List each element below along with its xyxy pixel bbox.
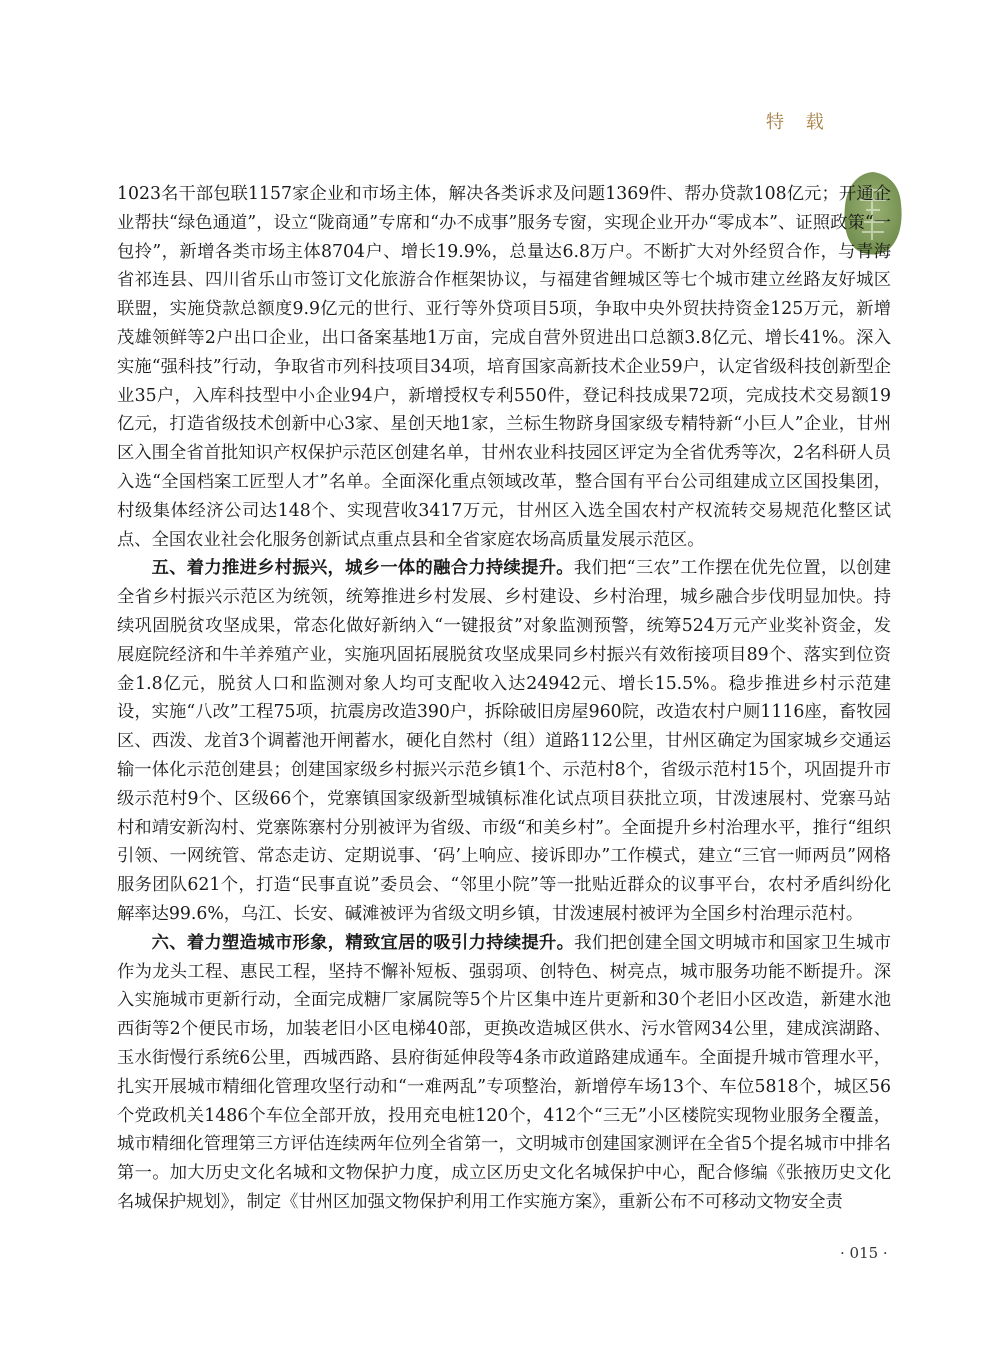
article-body [117, 180, 891, 1217]
section-label: 特 载 [766, 112, 832, 133]
paragraph-text: 我们把“三农”工作摆在优先位置，以创建全省乡村振兴示范区为统领，统筹推进乡村发展、乡村建设、乡村治理，城乡融合步伐明显加快。持续巩固脱贫攻坚成果，常态化做好新纳入“一键报贫”对象监测预警，统筹524万元产业奖补资金，发展庭院经济和牛羊养殖产业，实施巩固拓展脱贫攻坚成果同乡村振兴有效衔接项目89个、落实到位资金1.8亿元，脱贫人口和监测对象人均可支配收入达24942元、增长15.5%。稳步推进乡村示范建设，实施“八改”工程75项，抗震房改造390户，拆除破旧房屋960院，改造农村户厕1116座，畜牧园区、西泼、龙首3个调蓄池开闸蓄水，硬化自然村（组）道路112公里，甘州区确定为国家城乡交通运输一体化示范创建县；创建国家级乡村振兴示范乡镇1个、示范村8个，省级示范村15个，巩固提升市级示范村9个、区级66个，党寨镇国家级新型城镇标准化试点项目获批立项，甘泼速展村、党寨马站村和靖安新沟村、党寨陈寨村分别被评为省级、市级“和美乡村”。全面提升乡村治理水平，推行“组织引领、一网统管、常态走访、定期说事、‘码’上响应、接诉即办”工作模式，建立“三官一师两员”网格服务团队621个，打造“民事直说”委员会、“邻里小院”等一批贴近群众的议事平台，农村矛盾纠纷化解率达99.6%，乌江、长安、碱滩被评为省级文明乡镇，甘泼速展村被评为全国乡村治理示范村。 [117, 558, 891, 924]
paragraph-lead: 六、着力塑造城市形象，精致宜居的吸引力持续提升。 [151, 932, 575, 953]
paragraph-1 [117, 180, 891, 554]
paragraph-text: 我们把创建全国文明城市和国家卫生城市作为龙头工程、惠民工程，坚持不懈补短板、强弱项、创特色、树亮点，城市服务功能不断提升。深入实施城市更新行动，全面完成糖厂家属院等5个片区集中连片更新和30个老旧小区改造，新建水池西街等2个便民市场，加装老旧小区电梯40部，更换改造城区供水、污水管网34公里，建成滨湖路、玉水街慢行系统6公里，西城西路、县府街延伸段等4条市政道路建成通车。全面提升城市管理水平，扎实开展城市精细化管理攻坚行动和“一难两乱”专项整治，新增停车场13个、车位5818个，城区56个党政机关1486个车位全部开放，投用充电桩120个，412个“三无”小区楼院实现物业服务全覆盖，城市精细化管理第三方评估连续两年位列全省第一，文明城市创建国家测评在全省5个提名城市中排名第一。加大历史文化名城和文物保护力度，成立区历史文化名城保护中心，配合修编《张掖历史文化名城保护规划》，制定《甘州区加强文物保护利用工作实施方案》，重新公布不可移动文物安全责 [117, 932, 891, 1212]
paragraph-lead: 五、着力推进乡村振兴，城乡一体的融合力持续提升。 [151, 558, 574, 579]
paragraph-text: 1023名干部包联1157家企业和市场主体，解决各类诉求及问题1369件、帮办贷款108亿元；开通企业帮扶“绿色通道”，设立“陇商通”专席和“办不成事”服务专窗，实现企业开办“零成本”、证照政策“一包拎”，新增各类市场主体8704户、增长19.9%，总量达6.8万户。不断扩大对外经贸合作，与青海省祁连县、四川省乐山市签订文化旅游合作框架协议，与福建省鲤城区等七个城市建立丝路友好城区联盟，实施贷款总额度9.9亿元的世行、亚行等外贷项目5项，争取中央外贸扶持资金125万元，新增茂雄领鲜等2户出口企业，出口备案基地1万亩，完成自营外贸进出口总额3.8亿元、增长41%。深入实施“强科技”行动，争取省市列科技项目34项，培育国家高新技术企业59户，认定省级科技创新型企业35户，入库科技型中小企业94户，新增授权专利550件，登记科技成果72项，完成技术交易额19亿元，打造省级技术创新中心3家、星创天地1家，兰标生物跻身国家级专精特新“小巨人”企业，甘州区入围全省首批知识产权保护示范区创建名单，甘州农业科技园区评定为全省优秀等次，2名科研人员入选“全国档案工匠型人才”名单。全面深化重点领域改革，整合国有平台公司组建成立区国投集团，村级集体经济公司达148个、实现营收3417万元，甘州区入选全国农村产权流转交易规范化整区试点、全国农业社会化服务创新试点重点县和全省家庭农场高质量发展示范区。 [117, 184, 891, 550]
page-header [0, 100, 1004, 170]
page-number: · 015 · [840, 1244, 888, 1262]
paragraph-3 [117, 929, 891, 1217]
paragraph-2 [117, 554, 891, 928]
